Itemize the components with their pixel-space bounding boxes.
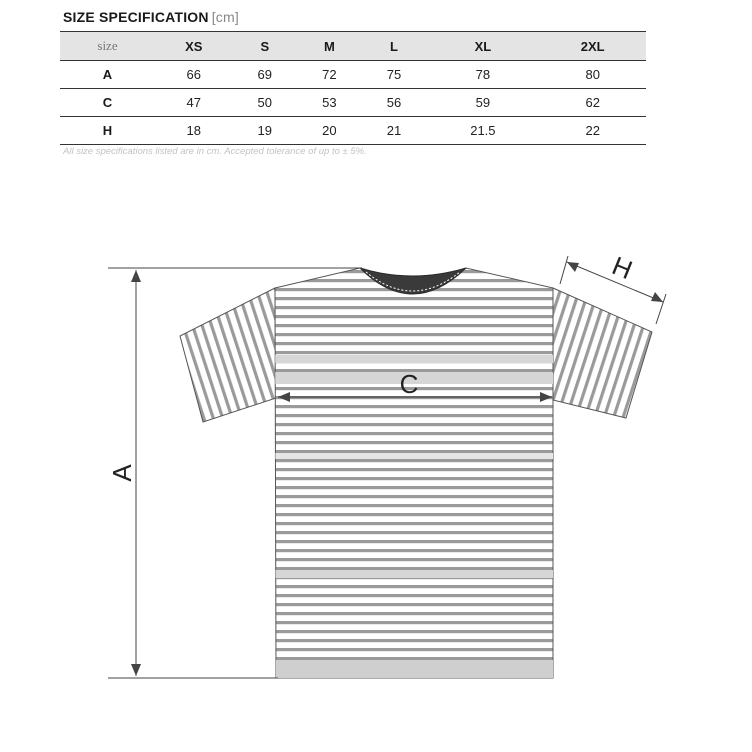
- row-label: A: [60, 61, 155, 89]
- table-cell: 53: [297, 89, 362, 117]
- table-cell: 80: [539, 61, 646, 89]
- table-cell: 56: [362, 89, 427, 117]
- label-h: H: [608, 250, 637, 286]
- size-header: L: [362, 32, 427, 61]
- table-cell: 18: [155, 117, 232, 145]
- title-unit: [cm]: [211, 9, 239, 25]
- table-cell: 21: [362, 117, 427, 145]
- label-c: C: [399, 369, 419, 399]
- size-header: XL: [426, 32, 539, 61]
- title-text: SIZE SPECIFICATION: [63, 9, 209, 25]
- table-cell: 72: [297, 61, 362, 89]
- right-sleeve: [553, 288, 652, 418]
- table-cell: 59: [426, 89, 539, 117]
- size-header: S: [232, 32, 297, 61]
- table-cell: 22: [539, 117, 646, 145]
- table-cell: 78: [426, 61, 539, 89]
- row-label: H: [60, 117, 155, 145]
- table-cell: 75: [362, 61, 427, 89]
- table-cell: 20: [297, 117, 362, 145]
- table-cell: 66: [155, 61, 232, 89]
- label-a: A: [107, 464, 137, 482]
- tshirt-body: [275, 268, 553, 678]
- table-cell: 50: [232, 89, 297, 117]
- left-sleeve: [180, 288, 276, 422]
- size-header: M: [297, 32, 362, 61]
- table-cell: 47: [155, 89, 232, 117]
- size-header: 2XL: [539, 32, 646, 61]
- tolerance-note: All size specifications listed are in cm. Accepted tolerance of up to ± 5%.: [63, 146, 367, 157]
- size-header: XS: [155, 32, 232, 61]
- table-cell: 69: [232, 61, 297, 89]
- table-cell: 19: [232, 117, 297, 145]
- table-cell: 21.5: [426, 117, 539, 145]
- row-label: C: [60, 89, 155, 117]
- table-cell: 62: [539, 89, 646, 117]
- corner-label: size: [60, 32, 155, 61]
